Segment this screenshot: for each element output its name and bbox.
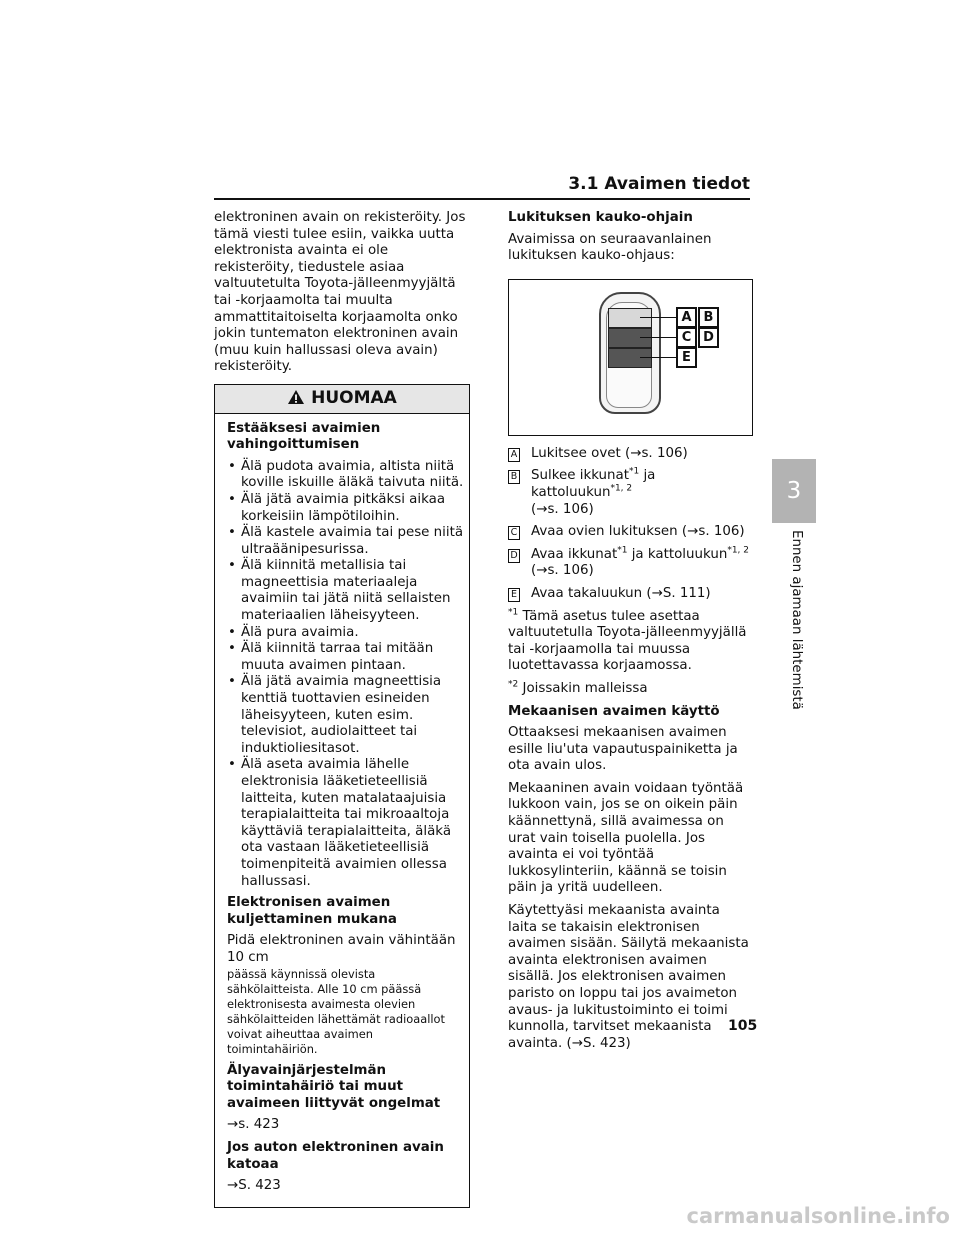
leader-line [640,337,676,338]
warning-title: HUOMAA [311,387,397,408]
warning-section-title: Jos auton elektroninen avain katoaa [227,1139,444,1172]
warning-bullet: • Älä kiinnitä tarraa tai mitään muuta avaimen pintaan. [227,641,465,674]
chapter-tab: 3 [772,459,816,523]
item-badge: E [508,588,520,602]
footnote-ref: *1 [628,466,640,477]
item-content [531,547,749,580]
function-item [508,446,752,463]
trunk-button [608,348,652,368]
function-item [508,468,752,518]
lock-button [608,308,652,328]
mechanical-paragraph: Käytettyäsi mekaanista avainta laita se takaisin elektronisen avaimen sisään. Säilytä mekaanista avainta elektronisen avaimen sisällä. Jos elektronisen avaimen paristo on loppu tai jos avaimeton avaus- ja lukitustoiminto ei toimi kunnolla, tarvitset mekaanista avainta. (→S. 423) [508,903,749,1051]
footnote [508,609,752,675]
page-reference: (→s. 106) [531,501,594,517]
warning-bullet: • Älä pudota avaimia, altista niitä koville iskuille äläkä taivuta niitä. [227,459,465,492]
item-badge: A [508,448,520,462]
function-item [508,586,752,603]
item-badge: C [508,526,520,540]
warning-header [215,385,469,414]
warning-bullet: • Älä jätä avaimia magneettisia kenttiä tuottavien esineiden läheisyyteen, kuten esim. televisiot, audiolaitteet tai induktioliesitasot. [227,674,465,757]
key-fob-figure [508,279,753,436]
footnote-mark: *2 [508,679,519,690]
warning-section-title: Elektronisen avaimen kuljettaminen mukana [227,895,397,927]
page-reference: (→s. 106) [531,563,594,579]
item-text: ja kattoluukun [531,468,656,500]
item-text: Sulkee ikkunat [531,468,629,484]
leader-line [640,357,676,358]
item-text: Avaa takaluukun (→S. 111) [531,585,711,601]
warning-bullet: • Älä pura avaimia. [227,625,465,642]
section-title: 3.1 Avaimen tiedot [568,174,750,194]
item-badge: B [508,470,520,484]
warning-bullet: • Älä kiinnitä metallisia tai magneettisia materiaaleja avaimiin tai jätä niitä sellaisten materiaalien läheisyyteen. [227,558,465,624]
chapter-tab-text: Ennen ajamaan lähtemistä [789,530,804,710]
warning-body [215,414,469,1207]
footnote-text: Joissakin malleissa [518,680,648,696]
callout-label: C [676,327,697,348]
unlock-button [608,328,652,348]
mechanical-paragraph: Mekaaninen avain voidaan työntää lukkoon vain, jos se on oikein päin käännettynä, sillä avaimessa on urat vain toisella puolella. Jos avainta ei voi työntää lukkosylinteriin, käännä se toisin päin ja yritä uudelleen. [508,780,744,896]
function-item [508,547,752,580]
warning-box [214,384,470,1208]
item-text: Avaa ikkunat [531,546,618,562]
footnote-mark: *1 [508,607,519,618]
page-reference: →S. 423 [227,1178,281,1194]
warning-bullet: • Älä kastele avaimia tai pese niitä ultraäänipesurissa. [227,525,465,558]
item-content [531,468,752,518]
footnote [508,681,752,698]
callout-label: A [676,307,697,328]
item-text: Avaa ovien lukituksen (→s. 106) [531,524,745,540]
right-column [508,210,752,1058]
footnote-text: Tämä asetus tulee asettaa valtuutetulla Toyota-jälleenmyyjällä tai -korjaamolla tai muussa luotettavassa korjaamossa. [508,608,747,674]
footnote-ref: *1, 2 [610,483,633,494]
item-badge: D [508,549,520,563]
warning-bullet: • Älä jätä avaimia pitkäksi aikaa korkeisiin lämpötiloihin. [227,492,465,525]
warning-text: Pidä elektroninen avain vähintään 10 cm [227,933,456,965]
remote-title: Lukituksen kauko-ohjain [508,210,693,225]
callout-label: E [676,347,697,368]
callout-label: B [698,307,719,328]
mechanical-paragraph: Ottaaksesi mekaanisen avaimen esille liu'uta vapautuspainiketta ja ota avain ulos. [508,725,738,774]
warning-bullet: • Älä aseta avaimia lähelle elektronisia lääketieteellisiä laitteita, kuten matalataajuisia terapialaitteita tai mikroaaltoja käyttäviä terapialaitteita, äläkä ota vastaan lääketieteellisiä toimenpiteitä avaimien ollessa hallussasi. [227,757,465,890]
header-rule [214,198,750,200]
item-text: Lukitsee ovet (→s. 106) [531,445,688,461]
callout-label: D [698,327,719,348]
page-number: 105 [728,1018,758,1034]
footnote-ref: *1, 2 [727,545,750,556]
page-reference: →s. 423 [227,1117,280,1133]
remote-intro: Avaimissa on seuraavanlainen lukituksen kauko-ohjaus: [508,231,712,264]
warning-list [227,459,465,890]
watermark: carmanualsonline.info [686,1204,950,1228]
leader-line [640,317,676,318]
warning-text-small: päässä käynnissä olevista sähkölaitteista. Alle 10 cm päässä elektronisesta avaimesta olevien sähkölaitteiden lähettämät radioaallot voivat aiheuttaa avaimen toimintahäiriön. [227,966,445,1056]
warning-triangle-icon [287,389,305,405]
left-column [214,210,470,1208]
footnote-ref: *1 [617,545,628,556]
function-item [508,524,752,541]
warning-section-title: Älyavainjärjestelmän toimintahäiriö tai muut avaimeen liittyvät ongelmat [227,1062,441,1111]
item-text: ja kattoluukun [627,546,728,562]
mechanical-key-title: Mekaanisen avaimen käyttö [508,703,720,719]
warning-section-title: Estääksesi avaimien vahingoittumisen [227,420,381,453]
intro-paragraph: elektroninen avain on rekisteröity. Jos tämä viesti tulee esiin, vaikka uutta elektronista avainta ei ole rekisteröity, tiedustele asiaa valtuutetulta Toyota-jälleenmyyjältä tai -korjaamolta tai muulta ammattitaitoiselta korjaamolta onko jokin tuntematon elektroninen avain (muu kuin hallussasi oleva avain) rekisteröity. [214,210,466,375]
